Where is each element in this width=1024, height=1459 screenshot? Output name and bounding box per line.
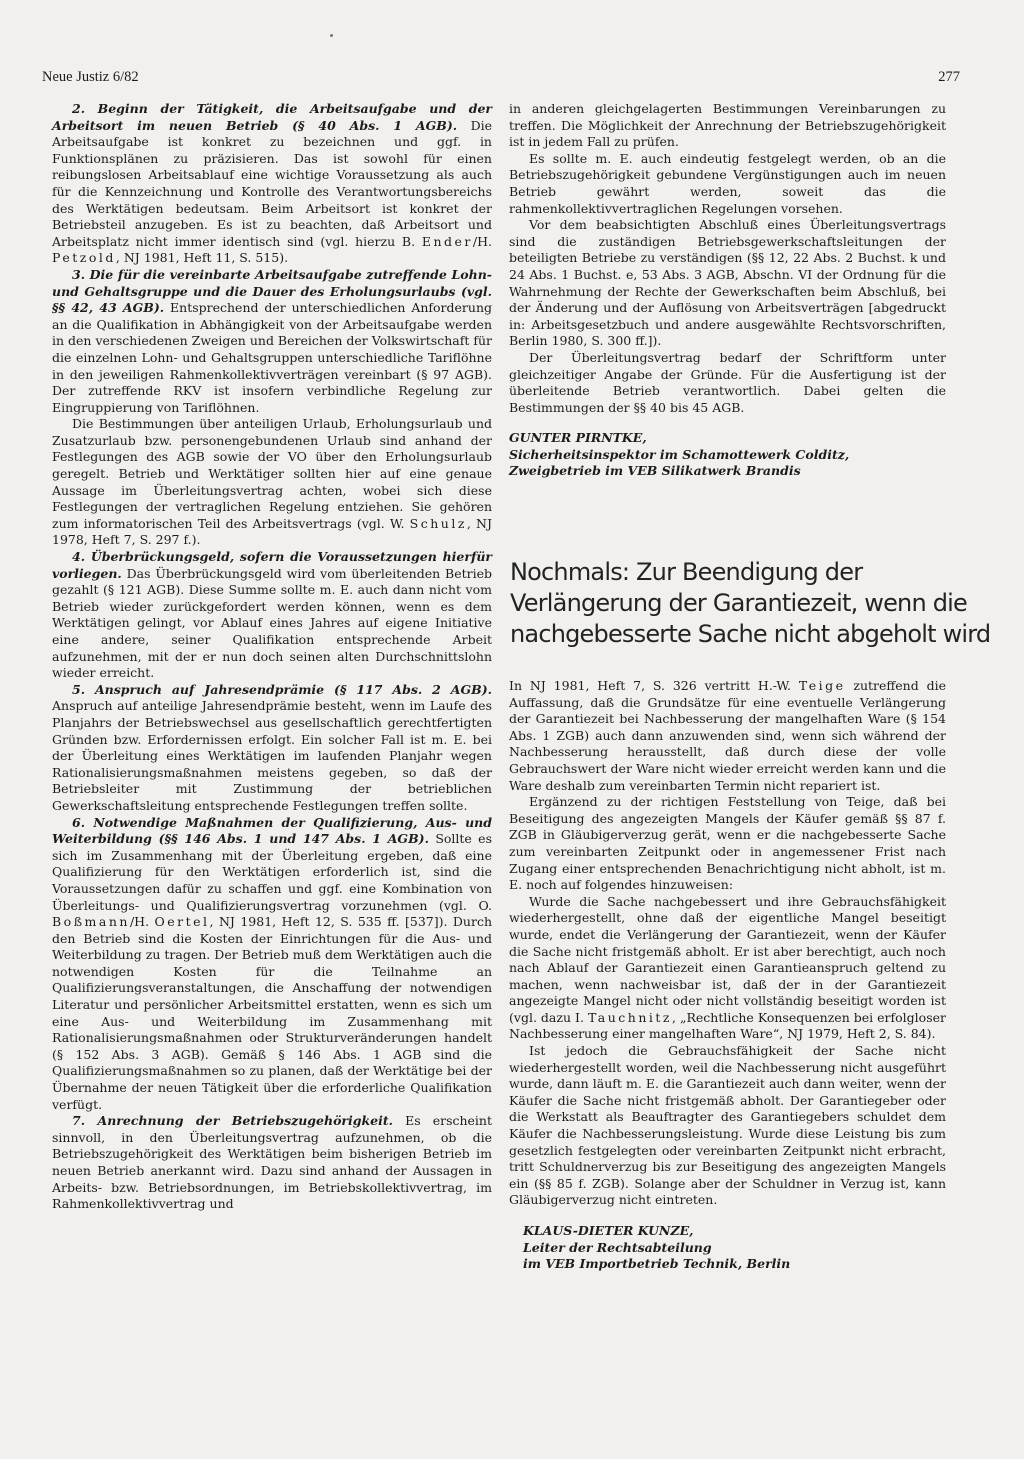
article-paragraph: In NJ 1981, Heft 7, S. 326 vertritt H.-W. Teige zutreffend die Auffassung, daß die Grundsätze für eine eventuelle Verlängerung der Garantiezeit bei Nachbesserung der mangelhaften Ware (§ 154 Abs. 1 ZGB) auch dann anzuwenden sind, wenn sich während der Nachbesserung herausstellt, daß durch diese der volle Gebrauchswert der Ware nicht wieder erreicht werden kann und die Ware deshalb zum vereinbarten Termin nicht repariert ist. [509, 678, 946, 793]
page-header [42, 69, 960, 87]
item-2: 2. Beginn der Tätigkeit, die Arbeitsaufgabe und der Arbeitsort im neuen Betrieb (§ 40 Abs. 1 AGB). Die Arbeitsaufgabe ist konkret zu bezeichnen und ggf. in Funktionsplänen zu präzisieren. Das ist sowohl für einen reibungslosen Arbeitsablauf eine wichtige Voraussetzung als auch für die Kennzeichnung und Kontrolle des Verantwortungsbereichs des Werktätigen bedeutsam. Beim Arbeitsort ist konkret der Betriebsteil anzugeben. Es ist zu beachten, daß Arbeitsort und Arbeitsplatz nicht immer identisch sind (vgl. hierzu B. Ender/H. Petzold, NJ 1981, Heft 11, S. 515). [52, 101, 493, 266]
item-5-title: 5. Anspruch auf Jahresendprämie (§ 117 Abs. 2 AGB). [72, 681, 492, 697]
item-6: 6. Notwendige Maßnahmen der Qualifizierung, Aus- und Weiterbildung (§§ 146 Abs. 1 und 147 Abs. 1 AGB). Sollte es sich im Zusammenhang mit der Überleitung ergeben, daß eine Qualifizierung für den Werktätigen erforderlich ist, sind die Voraussetzungen dafür zu schaffen und ggf. eine Kombination von Überleitungs- und Qualifizierungsvertrag vorzunehmen (vgl. O. Boßmann/H. Oertel, NJ 1981, Heft 12, S. 535 ff. [537]). Durch den Betrieb sind die Kosten der Einrichtungen für die Aus- und Weiterbildung zu tragen. Der Betrieb muß dem Werktätigen auch die notwendigen Kosten für die Teilnahme an Qualifizierungsveranstaltungen, die Anschaffung der notwendigen Literatur und persönlicher Arbeitsmittel erstatten, wenn es sich um eine Aus- und Weiterbildung im Zusammenhang mit Rationalisierungsmaßnahmen oder Strukturveränderungen handelt (§ 152 Abs. 3 AGB). Gemäß § 146 Abs. 1 AGB sind die Qualifizierungsmaßnahmen so zu planen, daß der Werktätige bei der Übernahme der neuen Tätigkeit über die erforderliche Qualifikation verfügt. [52, 814, 492, 1112]
author-name: KLAUS-DIETER KUNZE, [523, 1223, 694, 1238]
article-paragraph: Ist jedoch die Gebrauchsfähigkeit der Sache nicht wiederhergestellt worden, weil die Nachbesserung nicht ausgeführt wurde, dann läuft m. E. die Garantiezeit auch dann weiter, wenn der Käufer die Sache nicht fristgemäß abholt. Der Garantiegeber oder die Werkstatt als Beauftragter des Garantiegebers schuldet dem Käufer die Nachbesserungsleistung. Wurde diese Leistung bis zum gesetzlich festgelegten oder vereinbarten Zeitpunkt nicht erbracht, tritt Schuldnerverzug bis zur Beseitigung des angezeigten Mangels ein (§§ 85 f. ZGB). Solange aber der Schuldner in Verzug ist, kann Gläubigerverzug nicht eintreten. [509, 1043, 946, 1208]
continued-paragraph: in anderen gleichgelagerten Bestimmungen Vereinbarungen zu treffen. Die Möglichkeit der Anrechnung der Betriebszugehörigkeit ist in jedem Fall zu prüfen. [509, 101, 946, 150]
paragraph-benefits: Es sollte m. E. auch eindeutig festgelegt werden, ob an die Betriebszugehörigkeit gebundene Vergünstigungen auch im neuen Betrieb gewährt werden, soweit das die rahmenkollektivvertraglichen Regelungen vorsehen. [509, 150, 946, 216]
article-title-line: Verlängerung der Garantiezeit, wenn die [510, 589, 967, 617]
article-title-line: nachgebesserte Sache nicht abgeholt wird [510, 620, 991, 648]
item-4: 4. Überbrückungsgeld, sofern die Voraussetzungen hierfür vorliegen. Das Überbrückungsgeld wird vom überleitenden Betrieb gezahlt (§ 121 AGB). Diese Summe sollte m. E. auch dann nicht vom Betrieb wieder zurückgefordert werden können, wenn es dem Werktätigen gelingt, vor Ablauf eines Jahres auf eigene Initiative eine andere, seiner Qualifikation entsprechende Arbeit aufzunehmen, mit der er nun doch seinen alten Durchschnittslohn wieder erreicht. [52, 549, 492, 681]
item-4-title: 4. Überbrückungsgeld, sofern die Voraussetzungen hierfür vorliegen. [52, 549, 492, 581]
author-title: Sicherheitsinspektor im Schamottewerk Colditz, [509, 446, 850, 462]
item-7: 7. Anrechnung der Betriebszugehörigkeit. Es erscheint sinnvoll, in den Überleitungsvertrag aufzunehmen, ob die Betriebszugehörigkeit des Werktätigen beim bisherigen Betrieb im neuen Betrieb anerkannt wird. Dazu sind anhand der Aussagen in Arbeits- bzw. Betriebsordnungen, im Betriebskollektivvertrag, im Rahmenkollektivvertrag und [52, 1113, 493, 1212]
item-7-title: 7. Anrechnung der Betriebszugehörigkeit. [72, 1113, 393, 1129]
author-signature-1 [509, 430, 946, 480]
paragraph-urlaub: Die Bestimmungen über anteiligen Urlaub, Erholungsurlaub und Zusatzurlaub bzw. personengebundenen Urlaub sind anhand der Festlegungen des AGB sowie der VO über den Erholungsurlaub geregelt. Betrieb und Werktätiger sollten hier auf eine genaue Aussage im Überleitungsvertrag achten, wobei sich diese Festlegungen der vertraglichen Regelung entziehen. Sie gehören zum informatorischen Teil des Arbeitsvertrags (vgl. W. Schulz, NJ 1978, Heft 7, S. 297 f.). [52, 416, 492, 548]
author-name: GUNTER PIRNTKE, [509, 430, 647, 446]
right-column-top [509, 101, 946, 480]
journal-issue: Neue Justiz 6/82 [42, 69, 139, 85]
item-5: 5. Anspruch auf Jahresendprämie (§ 117 Abs. 2 AGB). Anspruch auf anteilige Jahresendprämie besteht, wenn im Laufe des Planjahrs der Betriebswechsel aus gesellschaftlich gerechtfertigten Gründen bzw. Erfordernissen erfolgt. Ein solcher Fall ist m. E. bei der Überleitung eines Werktätigen im laufenden Planjahr wegen Rationalisierungsmaßnahmen meistens gegeben, so daß der Betriebsleiter mit Zustimmung der betrieblichen Gewerkschaftsleitung entsprechende Festlegungen treffen sollte. [52, 681, 492, 813]
author-signature-2 [523, 1223, 946, 1273]
author-title: Leiter der Rechtsabteilung [523, 1239, 712, 1255]
paragraph-written-form: Der Überleitungsvertrag bedarf der Schriftform unter gleichzeitiger Angabe der Gründe. Für die Ausfertigung ist der überleitende Betrieb verantwortlich. Dabei gelten die Bestimmungen der §§ 40 bis 45 AGB. [509, 349, 946, 415]
item-6-title: 6. Notwendige Maßnahmen der Qualifizierung, Aus- und Weiterbildung (§§ 146 Abs. 1 und 147 Abs. 1 AGB). [52, 814, 492, 847]
author-affiliation: Zweigbetrieb im VEB Silikatwerk Brandis [509, 463, 801, 479]
left-column [52, 101, 492, 1213]
article-title-line: Nochmals: Zur Beendigung der [510, 558, 863, 586]
author-affiliation: im VEB Importbetrieb Technik, Berlin [523, 1256, 791, 1272]
page-number: 277 [938, 69, 960, 85]
item-3: 3. Die für die vereinbarte Arbeitsaufgabe zutreffende Lohn- und Gehaltsgruppe und die Dauer des Erholungsurlaubs (vgl. §§ 42, 43 AGB). Entsprechend der unterschiedlichen Anforderung an die Qualifikation in Abhängigkeit von der Arbeitsaufgabe werden in den verschiedenen Zweigen und Bereichen der Volkswirtschaft für die einzelnen Lohn- und Gehaltsgruppen unterschiedliche Tariflöhne in den jeweiligen Rahmenkollektivverträgen vereinbart (§ 97 AGB). Der zutreffende RKV ist insofern verbindliche Regelung zur Eingruppierung von Tariflöhnen. [52, 266, 493, 415]
paragraph-union: Vor dem beabsichtigten Abschluß eines Überleitungsvertrags sind die zuständigen Betriebsgewerkschaftsleitungen der beteiligten Betriebe zu verständigen (§§ 12, 22 Abs. 2 Buchst. k und 24 Abs. 1 Buchst. e, 53 Abs. 3 AGB, Abschn. VI der Ordnung für die Wahrnehmung der Rechte der Gewerkschaften beim Abschluß, bei der Änderung und der Auflösung von Arbeitsverträgen [abgedruckt in: Arbeitsgesetzbuch und andere ausgewählte Rechtsvorschriften, Berlin 1980, S. 300 ff.]). [509, 217, 946, 349]
item-3-title: 3. Die für die vereinbarte Arbeitsaufgabe zutreffende Lohn- und Gehaltsgruppe und die Dauer des Erholungsurlaubs (vgl. §§ 42, 43 AGB). [52, 266, 492, 316]
article-title [510, 557, 991, 650]
article-paragraph: Wurde die Sache nachgebessert und ihre Gebrauchsfähigkeit wiederhergestellt, ohne daß der eigentliche Mangel beseitigt wurde, endet die Verlängerung der Garantiezeit, wenn der Käufer die Sache nicht fristgemäß abholt. Er ist aber berechtigt, auch noch nach Ablauf der Garantiezeit einen Garantieanspruch geltend zu machen, wenn nachweisbar ist, daß der in der Garantiezeit angezeigte Mangel nicht oder nicht vollständig beseitigt worden ist (vgl. dazu I. Tauchnitz, „Rechtliche Konsequenzen bei erfolgloser Nachbesserung einer mangelhaften Ware“, NJ 1979, Heft 2, S. 84). [509, 893, 946, 1042]
article-body [509, 678, 946, 1273]
article-paragraph: Ergänzend zu der richtigen Feststellung von Teige, daß bei Beseitigung des angezeigten Mangels der Käufer gemäß §§ 87 f. ZGB in Gläubigerverzug gerät, wenn er die nachgebesserte Sache zum vereinbarten Zeitpunkt oder in angemessener Frist nach Zugang einer entsprechenden Benachrichtigung nicht abholt, ist m. E. noch auf folgendes hinzuweisen: [509, 794, 946, 893]
scan-speck [330, 34, 333, 37]
item-2-title: 2. Beginn der Tätigkeit, die Arbeitsaufgabe und der Arbeitsort im neuen Betrieb (§ 40 Abs. 1 AGB). [52, 101, 492, 133]
